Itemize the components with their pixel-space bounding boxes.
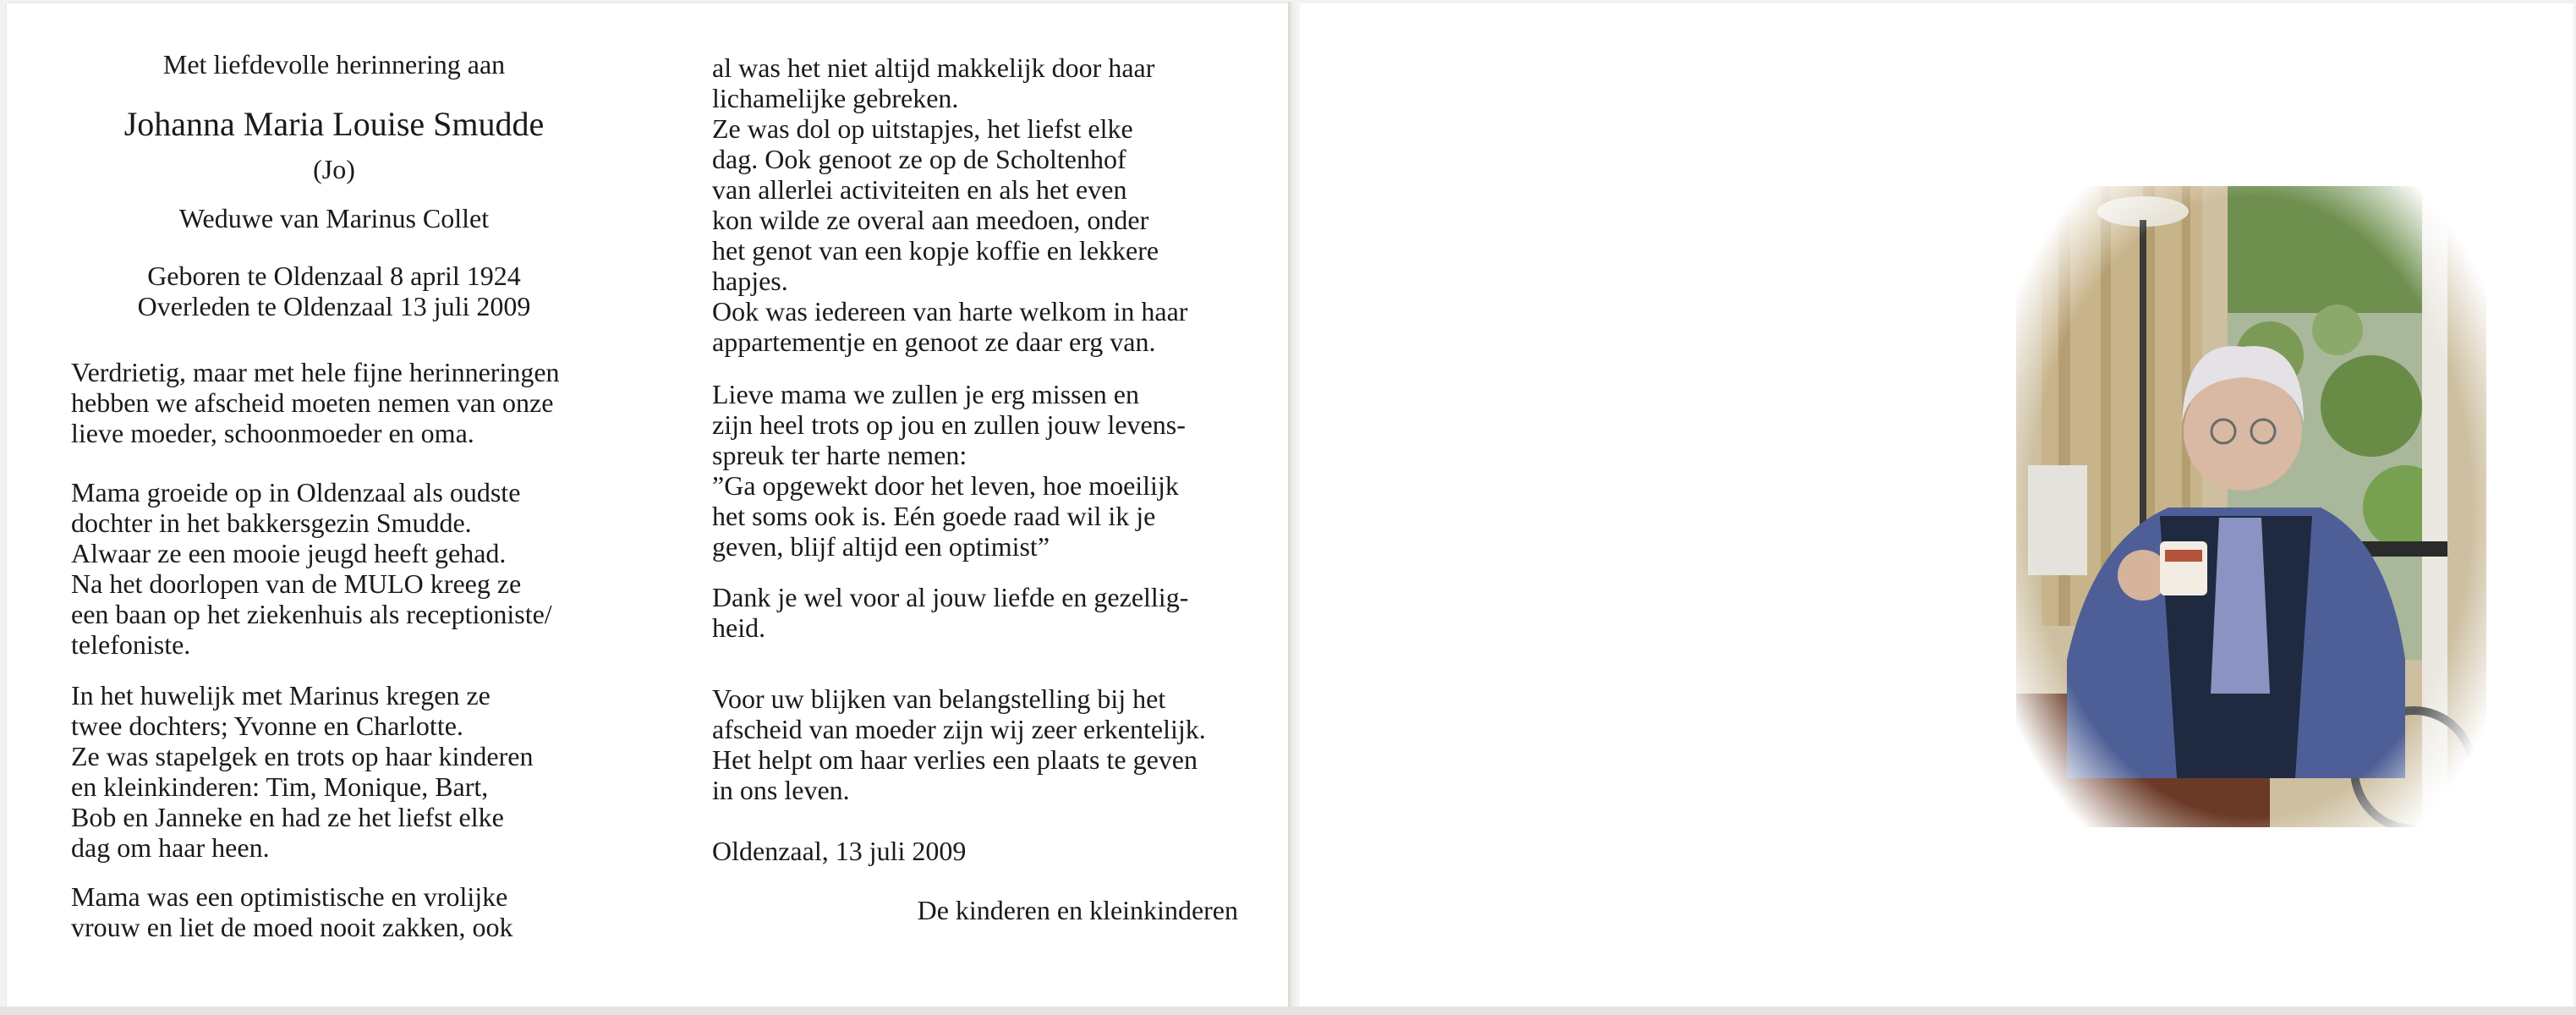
portrait-photo-icon (2016, 186, 2486, 827)
birth-line: Geboren te Oldenzaal 8 april 1924 (147, 261, 521, 291)
text-line: in ons leven. (712, 775, 850, 805)
text-line: Mama was een optimistische en vrolijke (71, 881, 508, 912)
text-line: lichamelijke gebreken. (712, 83, 959, 113)
card-fold (1288, 2, 1300, 1008)
text-line: al was het niet altijd makkelijk door haar (712, 52, 1155, 83)
text-line: dag om haar heen. (71, 832, 270, 863)
text-line: ”Ga opgewekt door het leven, hoe moeilijk (712, 470, 1179, 501)
text-line: Ze was dol op uitstapjes, het liefst elke (712, 113, 1133, 144)
signature: De kinderen en kleinkinderen (917, 895, 1238, 925)
paragraph-family (71, 680, 597, 863)
death-line: Overleden te Oldenzaal 13 juli 2009 (137, 291, 531, 321)
text-line: Bob en Janneke en had ze het liefst elke (71, 802, 504, 832)
text-line: Dank je wel voor al jouw liefde en gezellig- (712, 582, 1189, 612)
text-line: Mama groeide op in Oldenzaal als oudste (71, 477, 521, 508)
paragraph-outings (712, 52, 1238, 357)
memorial-card-text-panel (7, 3, 1288, 1007)
text-line: een baan op het ziekenhuis als receptioniste/ (71, 599, 552, 629)
text-line: het genot van een kopje koffie en lekkere (712, 235, 1159, 266)
text-line: afscheid van moeder zijn wij zeer erkentelijk. (712, 714, 1206, 744)
page-bottom-edge (0, 1007, 2576, 1015)
text-line: hapjes. (712, 266, 788, 296)
text-line: Na het doorlopen van de MULO kreeg ze (71, 568, 522, 599)
text-line: Voor uw blijken van belangstelling bij het (712, 683, 1166, 714)
paragraph-thanks (712, 582, 1238, 643)
text-line: geven, blijf altijd een optimist” (712, 531, 1050, 562)
life-dates (71, 261, 597, 321)
text-line: lieve moeder, schoonmoeder en oma. (71, 418, 474, 448)
portrait-frame (2009, 181, 2491, 832)
text-line: telefoniste. (71, 629, 191, 660)
text-line: het soms ook is. Eén goede raad wil ik je (712, 501, 1156, 531)
text-line: Het helpt om haar verlies een plaats te geven (712, 744, 1198, 775)
text-line: van allerlei activiteiten en als het even (712, 174, 1127, 205)
text-line: vrouw en liet de moed nooit zakken, ook (71, 912, 513, 942)
nickname: (Jo) (313, 154, 355, 184)
paragraph-youth (71, 477, 597, 660)
text-line: In het huwelijk met Marinus kregen ze (71, 680, 491, 710)
text-line: twee dochters; Yvonne en Charlotte. (71, 710, 463, 741)
place-date: Oldenzaal, 13 juli 2009 (712, 836, 967, 866)
text-line: Alwaar ze een mooie jeugd heeft gehad. (71, 538, 507, 568)
text-line: heid. (712, 612, 766, 643)
text-line: kon wilde ze overal aan meedoen, onder (712, 205, 1149, 235)
text-line: Ze was stapelgek en trots op haar kinderen (71, 741, 534, 771)
text-line: Lieve mama we zullen je erg missen en (712, 379, 1139, 409)
deceased-name: Johanna Maria Louise Smudde (123, 105, 545, 143)
text-line: Ook was iedereen van harte welkom in haar (712, 296, 1188, 326)
text-line: en kleinkinderen: Tim, Monique, Bart, (71, 771, 489, 802)
text-line: Verdrietig, maar met hele fijne herinneringen (71, 357, 560, 387)
paragraph-optimism (71, 881, 597, 942)
paragraph-farewell (71, 357, 597, 448)
text-line: spreuk ter harte nemen: (712, 440, 967, 470)
widow-of: Weduwe van Marinus Collet (178, 203, 490, 233)
paragraph-acknowledgement (712, 683, 1238, 805)
text-line: zijn heel trots op jou en zullen jouw levens- (712, 409, 1186, 440)
text-line: appartementje en genoot ze daar erg van. (712, 326, 1156, 357)
text-line: dag. Ook genoot ze op de Scholtenhof (712, 144, 1126, 174)
text-line: dochter in het bakkersgezin Smudde. (71, 508, 472, 538)
text-line: hebben we afscheid moeten nemen van onze (71, 387, 554, 418)
intro-line: Met liefdevolle herinnering aan (162, 49, 506, 80)
paragraph-motto (712, 379, 1238, 562)
